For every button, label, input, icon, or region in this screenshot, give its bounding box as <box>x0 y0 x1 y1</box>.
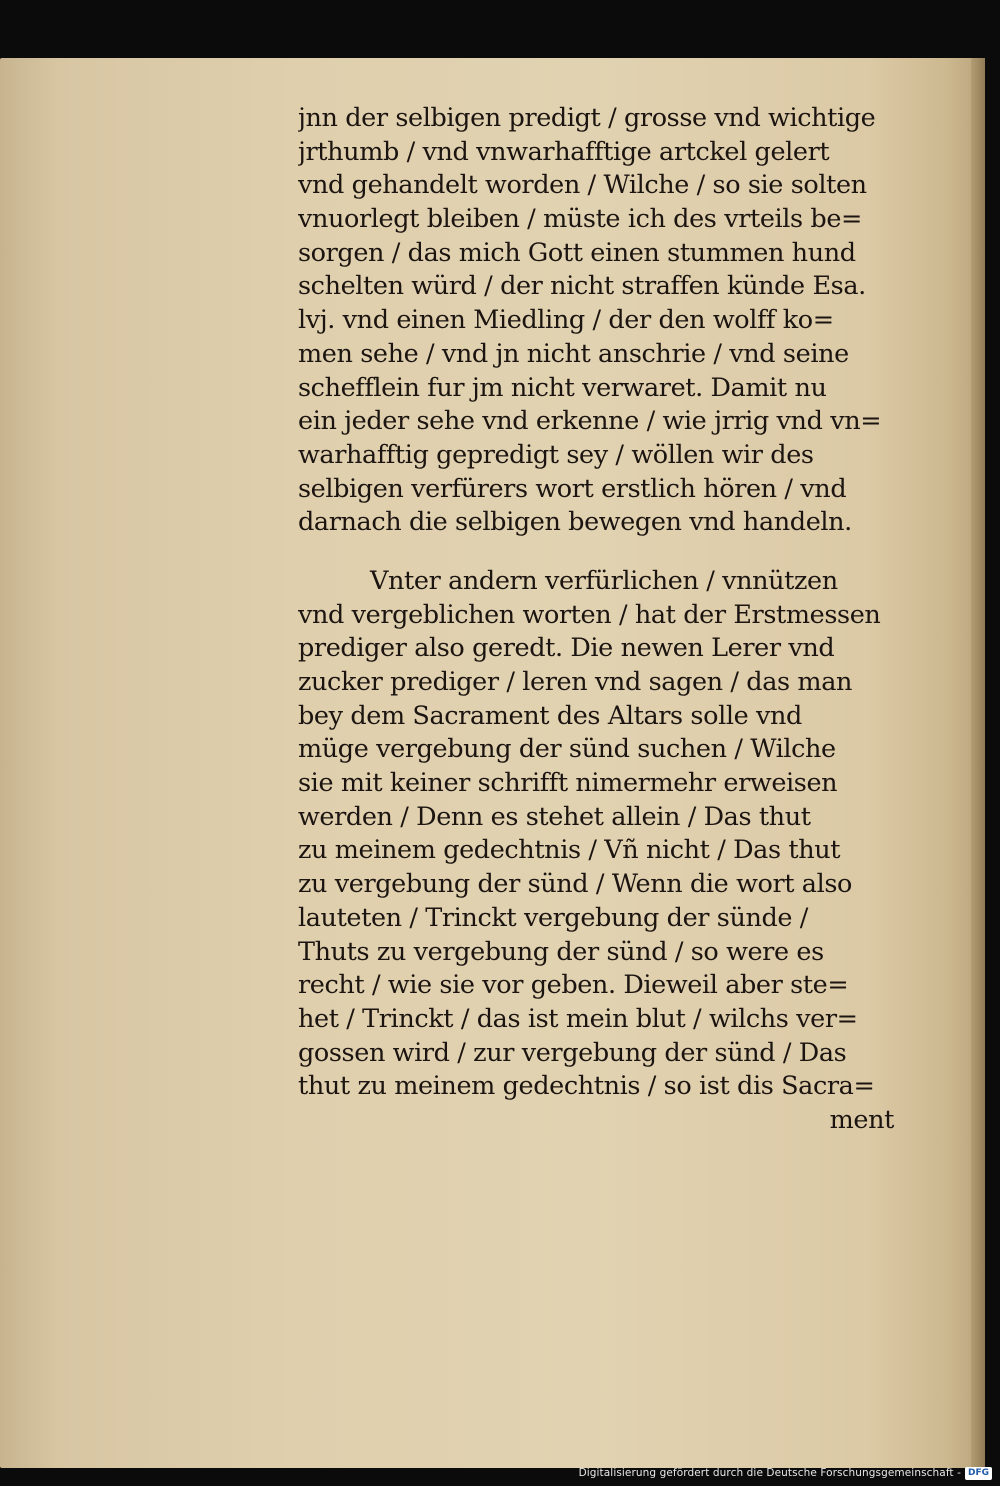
paragraph-2 <box>298 565 898 1104</box>
text-line: darnach die selbigen bewegen vnd handeln. <box>298 507 852 538</box>
text-line: vnd vergeblichen worten / hat der Erstmessen <box>298 599 881 630</box>
text-line: jnn der selbigen predigt / grosse vnd wichtige <box>298 103 876 133</box>
text-line: gossen wird / zur vergebung der sünd / Das <box>298 1037 847 1068</box>
text-line: vnd gehandelt worden / Wilche / so sie solten <box>298 170 867 201</box>
paragraph-1 <box>298 102 898 540</box>
text-line: recht / wie sie vor geben. Dieweil aber ste= <box>298 970 849 1001</box>
dfg-logo: DFG <box>965 1467 992 1480</box>
footer <box>579 1464 992 1482</box>
text-line: vnuorlegt bleiben / müste ich des vrteils be= <box>298 204 863 235</box>
text-line: Thuts zu vergebung der sünd / so were es <box>298 936 824 967</box>
text-line: zu vergebung der sünd / Wenn die wort also <box>298 869 852 900</box>
page-edge <box>971 58 985 1468</box>
text-line: lauteten / Trinckt vergebung der sünde / <box>298 902 808 933</box>
text-line: warhafftig gepredigt sey / wöllen wir des <box>298 439 814 470</box>
text-line: werden / Denn es stehet allein / Das thut <box>298 801 811 832</box>
text-line: schelten würd / der nicht straffen künde Esa. <box>298 271 866 302</box>
catchword: ment <box>829 1104 894 1135</box>
text-line: zu meinem gedechtnis / Vñ nicht / Das thut <box>298 835 841 866</box>
text-line: sorgen / das mich Gott einen stummen hund <box>298 237 856 268</box>
text-block <box>298 102 898 1138</box>
text-line: müge vergebung der sünd suchen / Wilche <box>298 734 836 765</box>
text-line: sie mit keiner schrifft nimermehr erweisen <box>298 768 838 799</box>
text-line: ein jeder sehe vnd erkenne / wie jrrig vnd vn= <box>298 406 882 437</box>
text-line: prediger also geredt. Die newen Lerer vnd <box>298 633 835 664</box>
text-line: bey dem Sacrament des Altars solle vnd <box>298 700 802 731</box>
paragraph-gap <box>298 540 898 565</box>
text-line: lvj. vnd einen Miedling / der den wolff ko= <box>298 305 834 336</box>
footer-text: Digitalisierung gefördert durch die Deutsche Forschungsgemeinschaft - <box>578 1467 961 1479</box>
text-line: schefflein fur jm nicht verwaret. Damit nu <box>298 372 827 403</box>
text-line: Vnter andern verfürlichen / vnnützen <box>370 565 838 596</box>
text-line: selbigen verfürers wort erstlich hören / vnd <box>298 473 847 504</box>
text-line: het / Trinckt / das ist mein blut / wilchs ver= <box>298 1003 858 1034</box>
text-line: jrthumb / vnd vnwarhafftige artckel gelert <box>298 136 830 167</box>
text-line: thut zu meinem gedechtnis / so ist dis Sacra= <box>298 1071 875 1102</box>
text-line: zucker prediger / leren vnd sagen / das man <box>298 667 853 697</box>
text-line: men sehe / vnd jn nicht anschrie / vnd seine <box>298 338 849 369</box>
